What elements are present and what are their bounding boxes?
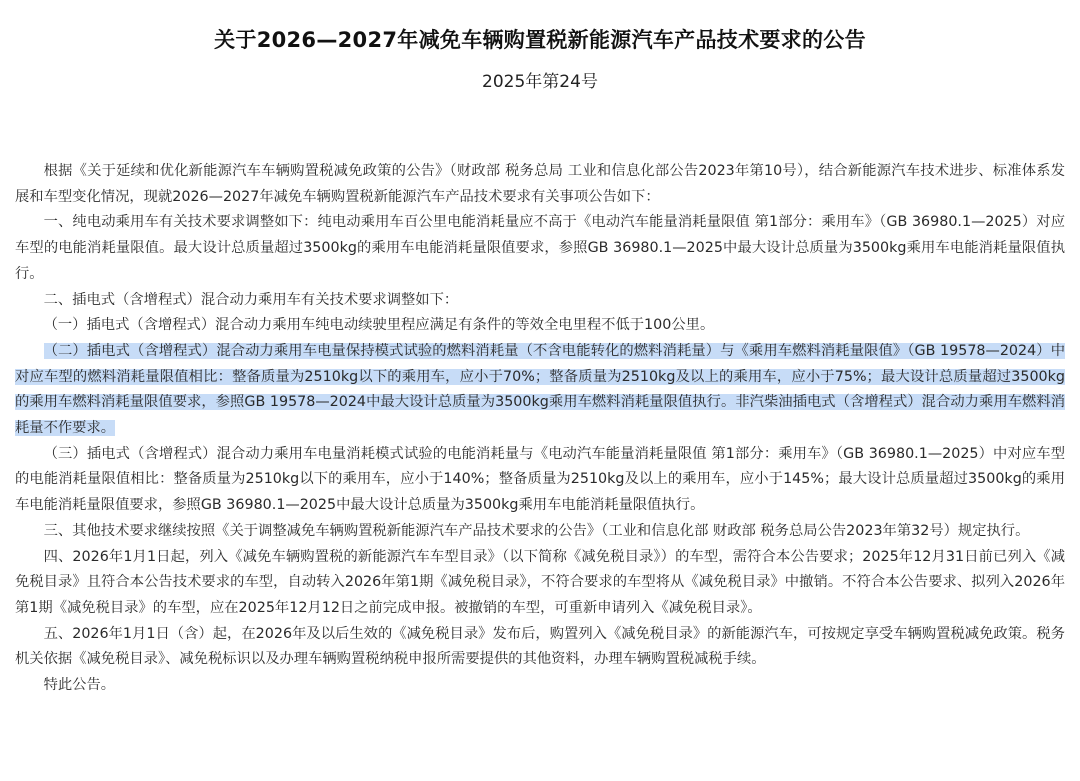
section-1-paragraph <box>15 210 1065 287</box>
section-2-item-3-text: （三）插电式（含增程式）混合动力乘用车电量消耗模式试验的电能消耗量与《电动汽车能量消耗量限值 第1部分：乘用车》（GB 36980.1—2025）中对应车型的电能消耗量限值相比：整备质量为2510kg以下的乘用车，应小于140%；整备质量为2510kg及以上的乘用车，应小于145%；最大设计总质量超过3500kg的乘用车电能消耗量限值要求，参照GB 36980.1—2025中最大设计总质量为3500kg乘用车电能消耗量限值执行。 <box>15 445 1065 514</box>
document-title: 关于2026—2027年减免车辆购置税新能源汽车产品技术要求的公告 <box>214 28 866 52</box>
section-5-paragraph <box>15 622 1065 673</box>
section-3-text: 三、其他技术要求继续按照《关于调整减免车辆购置税新能源汽车产品技术要求的公告》（工业和信息化部 财政部 税务总局公告2023年第32号）规定执行。 <box>43 522 1030 539</box>
preamble-paragraph <box>15 159 1065 210</box>
section-2-item-1-paragraph <box>15 313 1065 339</box>
section-1-text: 一、纯电动乘用车有关技术要求调整如下：纯电动乘用车百公里电能消耗量应不高于《电动汽车能量消耗量限值 第1部分：乘用车》（GB 36980.1—2025）对应车型的电能消耗量限值。最大设计总质量超过3500kg的乘用车电能消耗量限值要求，参照GB 36980.1—2025中最大设计总质量为3500kg乘用车电能消耗量限值执行。 <box>15 214 1065 282</box>
document-body <box>15 159 1065 699</box>
section-2-item-1-text: （一）插电式（含增程式）混合动力乘用车纯电动续驶里程应满足有条件的等效全电里程不低于100公里。 <box>43 317 715 334</box>
section-3-paragraph <box>15 519 1065 545</box>
closing-paragraph <box>15 673 1065 699</box>
section-4-paragraph <box>15 545 1065 622</box>
section-4-text: 四、2026年1月1日起，列入《减免车辆购置税的新能源汽车车型目录》（以下简称《减免税目录》）的车型，需符合本公告要求；2025年12月31日前已列入《减免税目录》且符合本公告技术要求的车型，自动转入2026年第1期《减免税目录》，不符合要求的车型将从《减免税目录》中撤销。不符合本公告要求、拟列入2026年第1期《减免税目录》的车型，应在2025年12月12日之前完成申报。被撤销的车型，可重新申请列入《减免税目录》。 <box>15 548 1065 616</box>
document-number: 2025年第24号 <box>482 72 598 92</box>
section-2-item-2-paragraph <box>15 339 1065 442</box>
section-2-item-3-paragraph <box>15 442 1065 519</box>
closing-text: 特此公告。 <box>43 677 116 694</box>
highlighted-selection[interactable]: （二）插电式（含增程式）混合动力乘用车电量保持模式试验的燃料消耗量（不含电能转化的燃料消耗量）与《乘用车燃料消耗量限值》（GB 19578—2024）中对应车型的燃料消耗量限值相比：整备质量为2510kg以下的乘用车，应小于70%；整备质量为2510kg及以上的乘用车，应小于75%；最大设计总质量超过3500kg的乘用车燃料消耗量限值要求，参照GB 19578—2024中最大设计总质量为3500kg乘用车燃料消耗量限值执行。非汽柴油插电式（含增程式）混合动力乘用车燃料消耗量不作要求。 <box>15 342 1065 437</box>
section-2-text: 二、插电式（含增程式）混合动力乘用车有关技术要求调整如下： <box>43 291 459 308</box>
section-5-text: 五、2026年1月1日（含）起，在2026年及以后生效的《减免税目录》发布后，购置列入《减免税目录》的新能源汽车，可按规定享受车辆购置税减免政策。税务机关依据《减免税目录》、减免税标识以及办理车辆购置税纳税申报所需要提供的其他资料，办理车辆购置税减税手续。 <box>15 625 1065 668</box>
section-2-heading <box>15 288 1065 314</box>
preamble-text: 根据《关于延续和优化新能源汽车车辆购置税减免政策的公告》（财政部 税务总局 工业和信息化部公告2023年第10号），结合新能源汽车技术进步、标准体系发展和车型变化情况，现就2026—2027年减免车辆购置税新能源汽车产品技术要求有关事项公告如下： <box>15 163 1065 205</box>
